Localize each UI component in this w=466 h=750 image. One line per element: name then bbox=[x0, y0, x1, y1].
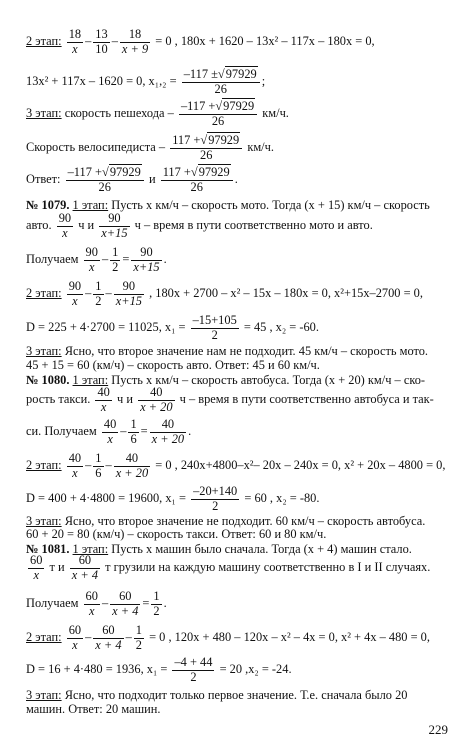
problem-1080-stage3: 3 этап: Ясно, что второе значение не подходит. 60 км/ч – скорость автобуса. bbox=[26, 514, 426, 528]
fraction: $\frac{40}{x + 20}$ bbox=[115, 451, 149, 480]
fraction: $\frac{-15+105}{2}$ bbox=[192, 313, 237, 342]
problem-1079-answer: 45 + 15 = 60 (км/ч) – скорость авто. Ответ: 45 и 60 км/ч. bbox=[26, 358, 320, 372]
fraction: $\frac{1}{2}$ bbox=[112, 245, 119, 274]
fraction: $\frac{60}{x + 4}$ bbox=[95, 623, 122, 652]
problem-1080-answer: 60 + 20 = 80 (км/ч) – скорость такси. Ответ: 60 и 80 км/ч. bbox=[26, 527, 327, 541]
equation-text: = 0 , 180x + 1620 – 13x² – 117x – 180x = 0, bbox=[155, 33, 375, 48]
problem-1081-answer: машин. Ответ: 20 машин. bbox=[26, 702, 161, 716]
stage-label: 2 этап: bbox=[26, 33, 62, 48]
fraction: $\frac{40}{x}$ bbox=[103, 417, 117, 446]
fraction: $\frac{90}{x}$ bbox=[68, 279, 82, 308]
fraction: $\frac{60}{x}$ bbox=[85, 589, 98, 618]
fraction: $\frac{117 +√97929}{26}$ bbox=[170, 134, 242, 162]
problem-1081-stage3: 3 этап: Ясно, что подходит только первое значение. Т.е. сначала было 20 bbox=[26, 688, 408, 702]
problem-1079-equation: Получаем $\frac{90}{x}$ – $\frac{1}{2}$ = $\frac{90}{x+15}$ . bbox=[26, 245, 167, 274]
stage-label: 1 этап: bbox=[72, 198, 109, 212]
cyclist-line: Скорость велосипедиста – $\frac{117 +√97929}{26}$ км/ч. bbox=[26, 133, 274, 162]
fraction: $\frac{90}{x+15}$ bbox=[101, 211, 128, 240]
fraction: $\frac{60}{x + 4}$ bbox=[112, 589, 139, 618]
fraction: $\frac{60}{x}$ bbox=[30, 553, 43, 582]
fraction: $\frac{117 +√97929}{26}$ bbox=[161, 166, 233, 194]
fraction: $\frac{-20+140}{2}$ bbox=[193, 484, 238, 513]
walker-line: 3 этап: скорость пешехода – $\frac{-117 +√97929}{26}$ км/ч. bbox=[26, 99, 289, 128]
problem-1079-stage2: 2 этап: $\frac{90}{x}$ – $\frac{1}{2}$ – $\frac{90}{x+15}$ , 180x + 2700 – x² – 15x – 180x = 0, x²+15x–2700 = 0, bbox=[26, 279, 423, 308]
fraction: $\frac{40}{x}$ bbox=[68, 451, 82, 480]
stage2-eq-line: 2 этап: $\frac{18}{x}$ – $\frac{13}{10}$ – $\frac{18}{x + 9}$ = 0 , 180x + 1620 – 13x² – 117x – 180x = 0, bbox=[26, 27, 375, 56]
fraction: $\frac{18}{x}$ bbox=[68, 27, 82, 56]
stage-label: 1 этап: bbox=[72, 373, 109, 387]
fraction: $\frac{90}{x}$ bbox=[58, 211, 72, 240]
stage-label: 1 этап: bbox=[72, 542, 109, 556]
problem-number: № 1080. bbox=[26, 373, 70, 387]
stage-label: 2 этап: bbox=[26, 457, 62, 472]
fraction: $\frac{40}{x + 20}$ bbox=[151, 417, 185, 446]
fraction: $\frac{90}{x+15}$ bbox=[133, 245, 160, 274]
problem-1080-line1: № 1080. 1 этап: Пусть x км/ч – скорость автобуса. Тогда (x + 20) км/ч – ско- bbox=[26, 373, 426, 387]
stage-label: 3 этап: bbox=[26, 344, 62, 358]
fraction: $\frac{-117 +√97929}{26}$ bbox=[179, 100, 257, 128]
problem-1081-line1: № 1081. 1 этап: Пусть x машин было сначала. Тогда (x + 4) машин стало. bbox=[26, 542, 412, 556]
fraction: $\frac{1}{2}$ bbox=[95, 279, 102, 308]
stage-label: 2 этап: bbox=[26, 285, 62, 300]
problem-1079-stage3: 3 этап: Ясно, что второе значение нам не подходит. 45 км/ч – скорость мото. bbox=[26, 344, 429, 358]
fraction: $\frac{-4 + 44}{2}$ bbox=[174, 655, 213, 684]
problem-1081-line2: $\frac{60}{x}$ т и $\frac{60}{x + 4}$ т грузили на каждую машину соответственно в I и II случаях. bbox=[30, 553, 431, 582]
answer-line: Ответ: $\frac{-117 +√97929}{26}$ и $\frac{117 +√97929}{26}$ . bbox=[26, 165, 238, 194]
fraction: $\frac{60}{x + 4}$ bbox=[71, 553, 99, 582]
equation-text: 13x² + 117x – 1620 = 0, x₁,₂ = bbox=[26, 73, 177, 88]
problem-1079-line2: авто. $\frac{90}{x}$ ч и $\frac{90}{x+15}$ ч – время в пути соответственно мото и авто. bbox=[26, 211, 373, 240]
problem-1080-stage2: 2 этап: $\frac{40}{x}$ – $\frac{1}{6}$ – $\frac{40}{x + 20}$ = 0 , 240x+4800–x²– 20x – 240x = 0, x² + 20x – 4800 = 0, bbox=[26, 451, 446, 480]
stage-label: 3 этап: bbox=[26, 514, 62, 528]
fraction: $\frac{-117 +√97929}{26}$ bbox=[66, 166, 144, 194]
fraction: $\frac{1}{2}$ bbox=[153, 589, 160, 618]
problem-number: № 1079. bbox=[26, 198, 70, 212]
fraction: $\frac{1}{2}$ bbox=[135, 623, 142, 652]
fraction: $\frac{-117 \pm√97929}{26}$ bbox=[182, 68, 260, 96]
problem-1081-stage2: 2 этап: $\frac{60}{x}$ – $\frac{60}{x + 4}$ – $\frac{1}{2}$ = 0 , 120x + 480 – 120x – x² – 4x = 0, x² + 4x – 480 = 0, bbox=[26, 623, 430, 652]
problem-number: № 1081. bbox=[26, 542, 70, 556]
fraction: $\frac{60}{x}$ bbox=[68, 623, 82, 652]
page-number: 229 bbox=[428, 722, 448, 737]
fraction: $\frac{1}{6}$ bbox=[95, 451, 102, 480]
fraction: $\frac{90}{x+15}$ bbox=[115, 279, 142, 308]
problem-1080-line2: рость такси. $\frac{40}{x}$ ч и $\frac{40}{x + 20}$ ч – время в пути соответственно автобуса и так- bbox=[26, 385, 434, 414]
stage-label: 3 этап: bbox=[26, 105, 62, 120]
problem-1081-discriminant: D = 16 + 4·480 = 1936, x₁ = $\frac{-4 + 44}{2}$ = 20 ,x₂ = -24. bbox=[26, 655, 292, 684]
problem-1079-line1: № 1079. 1 этап: Пусть x км/ч – скорость мото. Тогда (x + 15) км/ч – скорость bbox=[26, 198, 430, 212]
problem-1080-equation: си. Получаем $\frac{40}{x}$ – $\frac{1}{6}$ = $\frac{40}{x + 20}$ . bbox=[26, 417, 192, 446]
stage-label: 3 этап: bbox=[26, 688, 62, 702]
fraction: $\frac{90}{x}$ bbox=[85, 245, 98, 274]
quadratic-line: 13x² + 117x – 1620 = 0, x₁,₂ = $\frac{-117 \pm√97929}{26}$ ; bbox=[26, 67, 266, 96]
stage-label: 2 этап: bbox=[26, 629, 62, 644]
fraction: $\frac{13}{10}$ bbox=[95, 27, 108, 56]
fraction: $\frac{40}{x + 20}$ bbox=[140, 385, 173, 414]
problem-1081-equation: Получаем $\frac{60}{x}$ – $\frac{60}{x + 4}$ = $\frac{1}{2}$ . bbox=[26, 589, 167, 618]
problem-1079-discriminant: D = 225 + 4·2700 = 11025, x₁ = $\frac{-15+105}{2}$ = 45 , x₂ = -60. bbox=[26, 313, 319, 342]
fraction: $\frac{40}{x}$ bbox=[97, 385, 110, 414]
problem-1080-discriminant: D = 400 + 4·4800 = 19600, x₁ = $\frac{-20+140}{2}$ = 60 , x₂ = -80. bbox=[26, 484, 320, 513]
fraction: $\frac{18}{x + 9}$ bbox=[121, 27, 149, 56]
fraction: $\frac{1}{6}$ bbox=[130, 417, 137, 446]
